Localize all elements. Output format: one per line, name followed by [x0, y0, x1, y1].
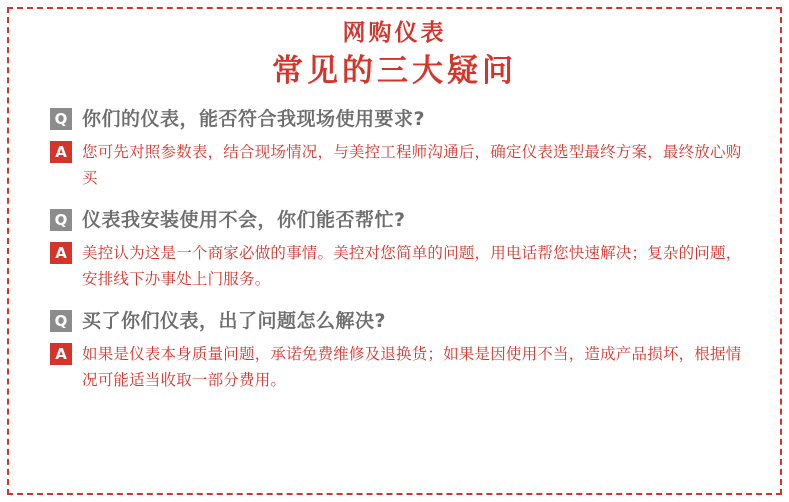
question-text: 仪表我安装使用不会，你们能否帮忙?: [82, 209, 406, 231]
faq-list: [40, 106, 749, 393]
answer-badge-icon: A: [50, 141, 72, 163]
answer-text: 如果是仪表本身质量问题，承诺免费维修及退换货；如果是因使用不当，造成产品损坏，根据情况可能适当收取一部分费用。: [82, 345, 742, 389]
question-row: [50, 308, 743, 334]
title-line-1: 网购仪表: [342, 20, 447, 46]
faq-item: [50, 106, 743, 191]
answer-text: 您可先对照参数表，结合现场情况，与美控工程师沟通后，确定仪表选型最终方案，最终放心购买: [82, 143, 742, 187]
answer-badge-icon: A: [50, 242, 72, 264]
title-line-2: 常见的三大疑问: [272, 53, 517, 89]
page-title: [40, 18, 749, 92]
answer-text: 美控认为这是一个商家必做的事情。美控对您简单的问题，用电话帮您快速解决；复杂的问题，安排线下办事处上门服务。: [82, 244, 742, 288]
question-badge-icon: Q: [50, 310, 72, 332]
answer-row: [50, 139, 743, 191]
faq-item: [50, 308, 743, 393]
answer-row: [50, 240, 743, 292]
question-badge-icon: Q: [50, 209, 72, 231]
question-row: [50, 207, 743, 233]
faq-item: [50, 207, 743, 292]
question-badge-icon: Q: [50, 108, 72, 130]
question-text: 你们的仪表，能否符合我现场使用要求?: [82, 108, 426, 130]
answer-badge-icon: A: [50, 343, 72, 365]
question-text: 买了你们仪表，出了问题怎么解决?: [82, 310, 387, 332]
question-row: [50, 106, 743, 132]
answer-row: [50, 341, 743, 393]
